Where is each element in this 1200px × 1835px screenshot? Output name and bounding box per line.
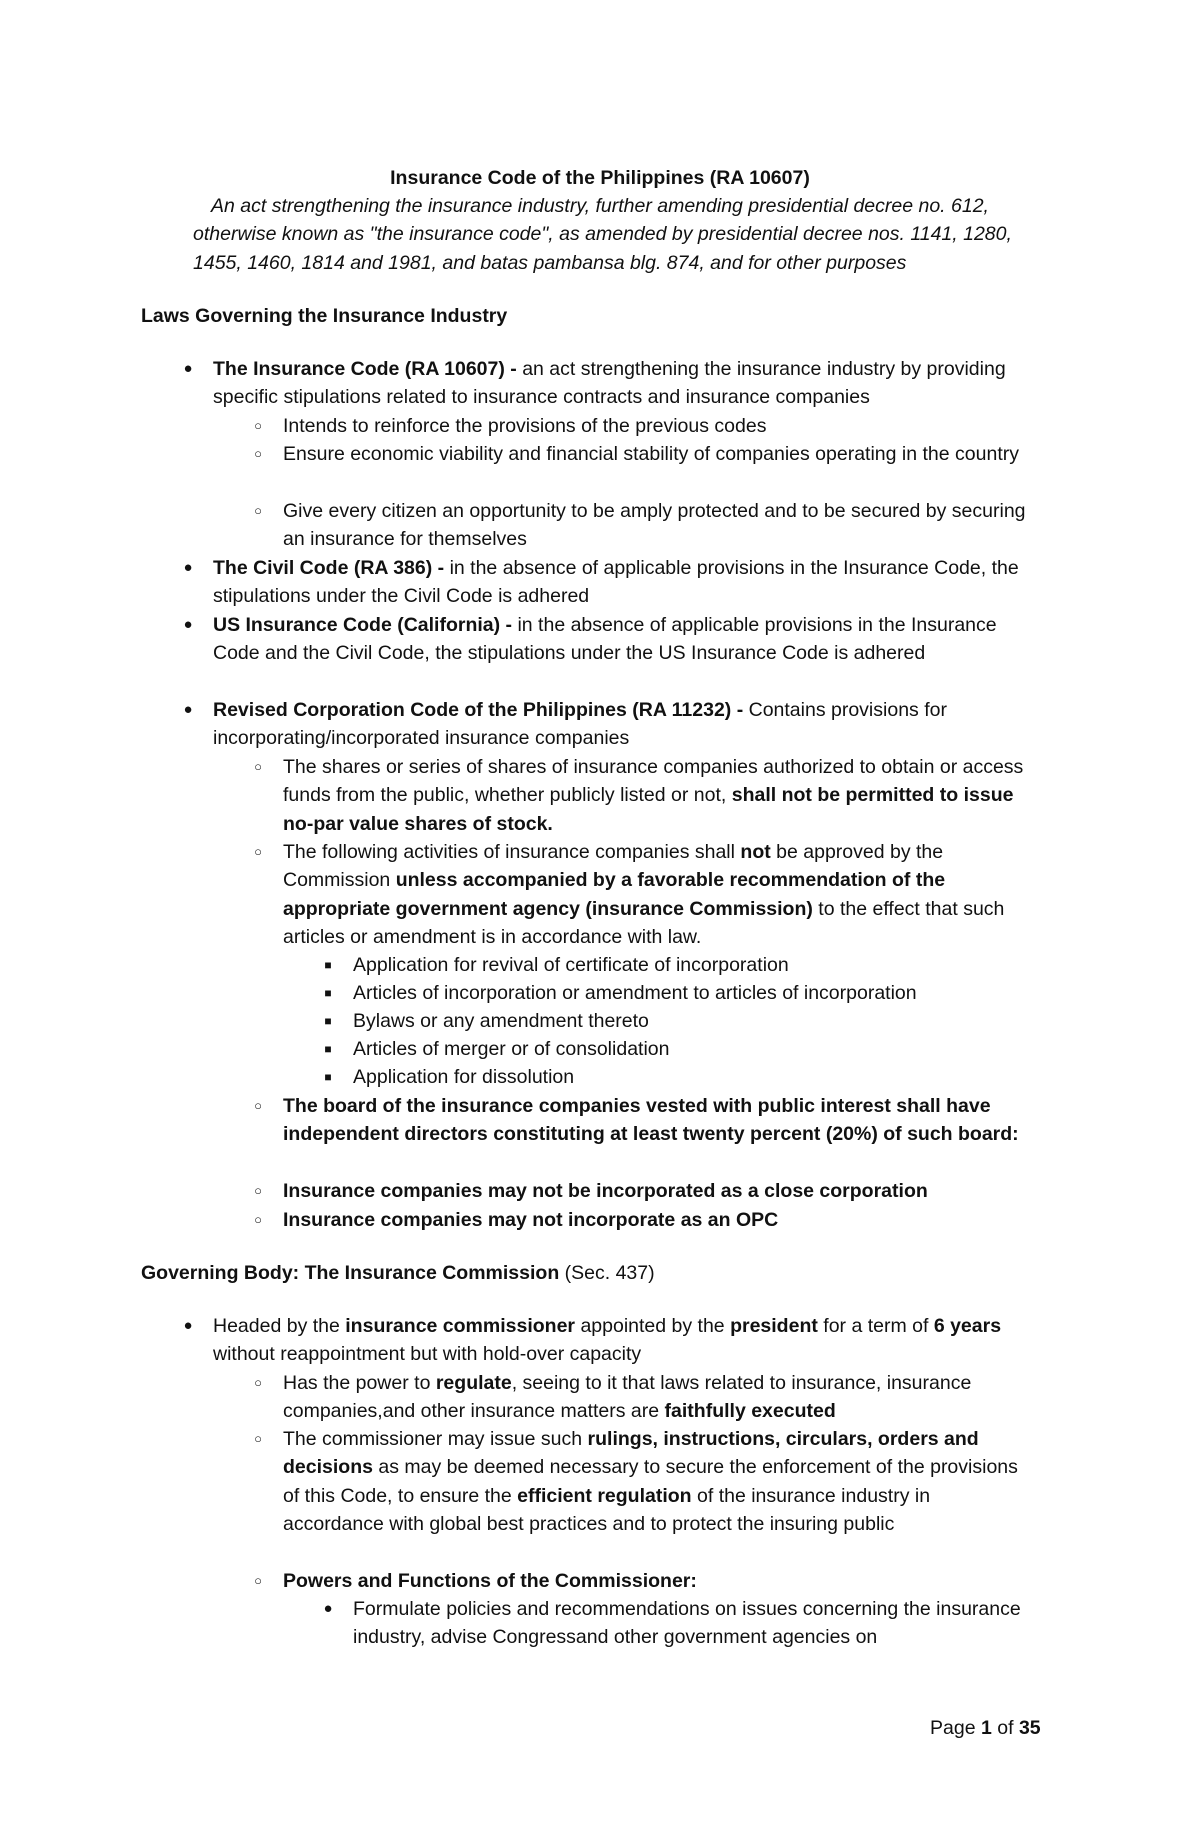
item-text: in the absence of applicable provisions in the Insurance Code, the stipulations under the Civil Code is adhered [213, 557, 1019, 608]
item-text: , seeing to it that laws related to insurance, insurance companies,and other insurance matters are [283, 1372, 972, 1423]
item-bold: unless accompanied by a favorable recommendation of the appropriate government agency (insurance Commission) [283, 869, 946, 920]
item-bold: insurance commissioner [345, 1315, 576, 1337]
list-item-commissioner [178, 1312, 1033, 1369]
list-item-dissolution [318, 1063, 1033, 1091]
item-text: Formulate policies and recommendations on issues concerning the insurance industry, advise Congressand other government agencies on [353, 1598, 1021, 1649]
item-text: for a term of [817, 1315, 934, 1337]
list-item-bylaws [318, 1007, 1033, 1035]
circle-bullet-icon: ○ [254, 1573, 262, 1588]
item-text: appointed by the [575, 1315, 731, 1337]
item-bold: 6 years [933, 1315, 1002, 1337]
item-text: as may be deemed necessary to secure the enforcement of the provisions of this Code, to ensure the [283, 1456, 1018, 1507]
circle-bullet-icon: ○ [254, 1212, 262, 1227]
item-bold: Insurance companies may not incorporate as an OPC [283, 1209, 779, 1231]
item-bold: Powers and Functions of the Commissioner: [283, 1570, 697, 1592]
circle-bullet-icon: ○ [254, 418, 262, 433]
circle-bullet-icon: ○ [254, 446, 262, 461]
list-item-merger [318, 1035, 1033, 1063]
item-text: be approved by the Commission [283, 841, 944, 892]
item-bold: efficient regulation [517, 1484, 692, 1507]
item-bold: The Civil Code (RA 386) - [213, 557, 445, 579]
item-text: an act strengthening the insurance industry by providing specific stipulations related to insurance contracts and insurance companies [213, 358, 1006, 409]
item-bold: faithfully executed [664, 1400, 836, 1423]
item-text: of the insurance industry in accordance with global best practices and to protect the insuring public [283, 1484, 931, 1536]
item-bold: rulings, instructions, circulars, orders and decisions [283, 1428, 979, 1479]
list-item-no-par [248, 753, 1033, 838]
item-bold: US Insurance Code (California) - [213, 614, 513, 636]
item-text: Ensure economic viability and financial stability of companies operating in the country [283, 443, 1019, 465]
circle-bullet-icon: ○ [254, 1183, 262, 1198]
list-item-revival [318, 951, 1033, 979]
item-text: Articles of merger or of consolidation [353, 1038, 670, 1060]
square-bullet-icon: ■ [324, 1070, 332, 1084]
item-bold: regulate [435, 1372, 512, 1394]
list-item-viability [248, 440, 1033, 468]
square-bullet-icon: ■ [324, 1014, 332, 1028]
list-item-us-code [178, 611, 1033, 668]
item-text: The commissioner may issue such [283, 1428, 588, 1450]
item-bold: president [730, 1315, 818, 1337]
item-text: Intends to reinforce the provisions of the previous codes [283, 415, 767, 437]
section-heading-governing-body [141, 1259, 655, 1287]
subtitle-line-2: otherwise known as "the insurance code", as amended by presidential decree nos. 1141, 1280, 1455, 1460, 1814 and 1981, and batas pambansa blg. 874, and for other purposes [193, 223, 1012, 274]
page-footer [930, 1714, 1041, 1742]
page-of: of [991, 1717, 1019, 1739]
bullet-icon: ● [183, 1317, 193, 1334]
square-bullet-icon: ■ [324, 958, 332, 972]
item-text: Bylaws or any amendment thereto [353, 1010, 649, 1032]
bullet-icon: ● [323, 1600, 333, 1617]
section-heading-text: Governing Body: The Insurance Commission [141, 1262, 560, 1284]
circle-bullet-icon: ○ [254, 1098, 262, 1113]
list-item-activities [248, 838, 1033, 952]
bullet-icon: ● [183, 559, 193, 576]
circle-bullet-icon: ○ [254, 503, 262, 518]
list-item-corporation-code [178, 696, 1033, 753]
list-item-protection [248, 497, 1033, 554]
item-text: Application for dissolution [353, 1066, 575, 1088]
circle-bullet-icon: ○ [254, 844, 262, 859]
list-item-insurance-code [178, 355, 1033, 412]
list-item-regulate [248, 1369, 1033, 1426]
square-bullet-icon: ■ [324, 986, 332, 1000]
section-heading-laws [141, 302, 507, 330]
item-text: in the absence of applicable provisions in the Insurance Code and the Civil Code, the stipulations under the US Insurance Code is adhered [213, 614, 997, 665]
list-item-close-corp [248, 1177, 1033, 1205]
list-item-rulings [248, 1425, 1033, 1539]
item-text: Contains provisions for incorporating/incorporated insurance companies [213, 699, 947, 750]
list-item-formulate [318, 1595, 1033, 1652]
item-text: Application for revival of certificate of incorporation [353, 954, 789, 976]
item-text: without reappointment but with hold-over capacity [213, 1343, 642, 1366]
document-title: Insurance Code of the Philippines (RA 10607) [390, 167, 810, 189]
section-heading-note: (Sec. 437) [559, 1262, 655, 1284]
item-text: to the effect that such articles or amendment is in accordance with law. [283, 897, 1005, 949]
item-text: Articles of incorporation or amendment to articles of incorporation [353, 982, 917, 1004]
list-item-reinforce [248, 412, 1033, 440]
item-text: Give every citizen an opportunity to be amply protected and to be secured by securing an insurance for themselves [283, 500, 1026, 551]
list-item-powers [248, 1567, 1033, 1595]
list-item-articles [318, 979, 1033, 1007]
document-subtitle [165, 192, 1045, 277]
list-item-opc [248, 1206, 1033, 1234]
subtitle-line-1: An act strengthening the insurance industry, further amending presidential decree no. 612, [211, 195, 989, 217]
square-bullet-icon: ■ [324, 1042, 332, 1056]
bullet-icon: ● [183, 360, 193, 377]
item-text: Has the power to [283, 1372, 436, 1394]
list-item-board [248, 1092, 1033, 1149]
bullet-icon: ● [183, 616, 193, 633]
page-number: 1 [980, 1717, 992, 1739]
page-label: Page [930, 1717, 981, 1739]
item-bold: Insurance companies may not be incorporated as a close corporation [283, 1180, 928, 1202]
bullet-icon: ● [183, 701, 193, 718]
item-text: The following activities of insurance companies shall [283, 841, 741, 863]
circle-bullet-icon: ○ [254, 759, 262, 774]
item-bold: shall not be permitted to issue no-par value shares of stock. [283, 784, 1014, 835]
page-total: 35 [1018, 1717, 1041, 1739]
circle-bullet-icon: ○ [254, 1431, 262, 1446]
list-item-civil-code [178, 554, 1033, 611]
item-bold: Revised Corporation Code of the Philippines (RA 11232) - [213, 699, 744, 721]
item-text: Headed by the [213, 1315, 346, 1337]
section-heading-text: Laws Governing the Insurance Industry [141, 305, 508, 327]
item-bold: The Insurance Code (RA 10607) - [213, 358, 517, 380]
circle-bullet-icon: ○ [254, 1375, 262, 1390]
item-text: The shares or series of shares of insurance companies authorized to obtain or access funds from the public, whether publicly listed or not, [283, 756, 1024, 807]
item-bold: The board of the insurance companies vested with public interest shall have independent directors constituting at least twenty percent (20%) of such board: [283, 1095, 1019, 1146]
item-bold: not [740, 841, 771, 863]
